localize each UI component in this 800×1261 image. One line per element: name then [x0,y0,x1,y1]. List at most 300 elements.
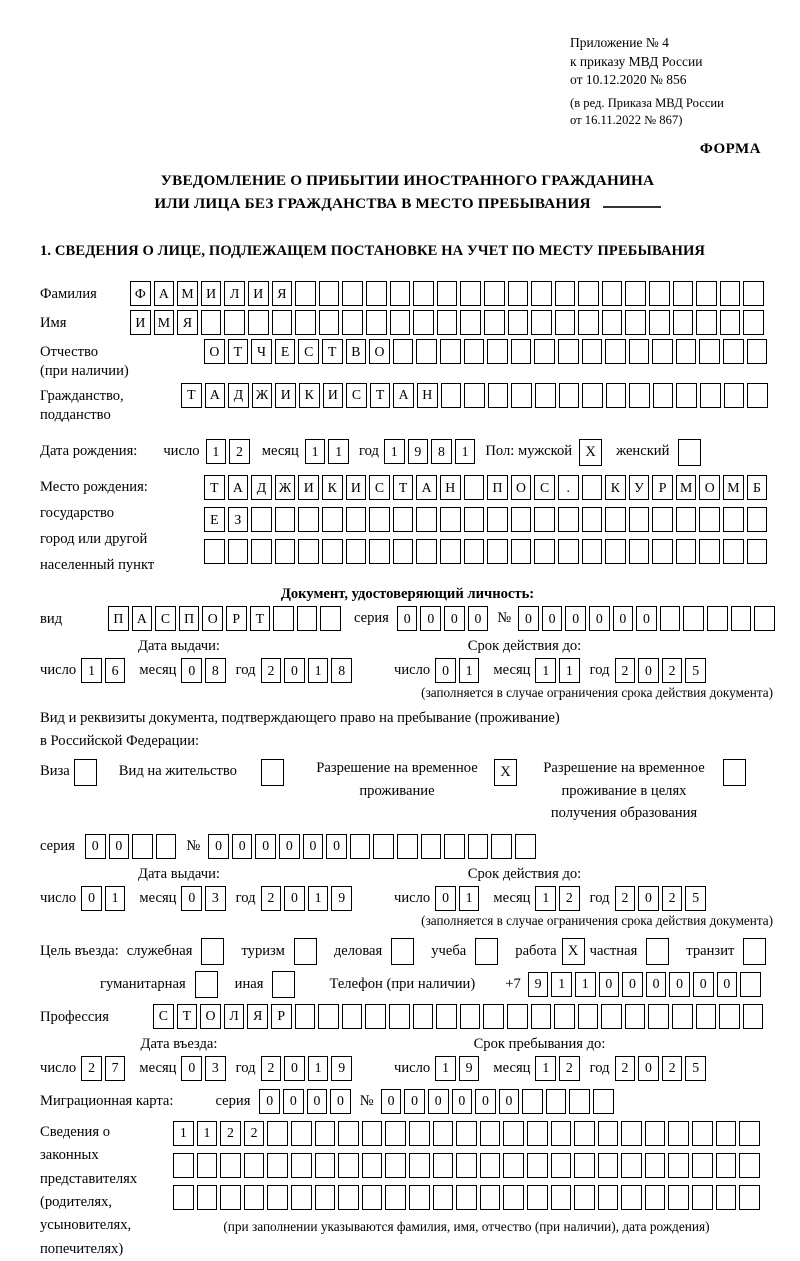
char-cell[interactable] [739,1153,760,1178]
char-cell[interactable] [747,507,768,532]
char-cell[interactable] [464,339,485,364]
char-cell[interactable]: 0 [646,972,667,997]
char-cell[interactable] [551,1185,572,1210]
char-cell[interactable]: 9 [459,1056,480,1081]
char-cell[interactable]: 0 [638,1056,659,1081]
char-cell[interactable] [484,310,505,335]
char-cell[interactable] [723,507,744,532]
purpose-official-checkbox[interactable] [201,938,224,965]
char-cell[interactable] [464,507,485,532]
char-cell[interactable]: 2 [244,1121,265,1146]
char-cell[interactable] [468,834,489,859]
char-cell[interactable] [437,281,458,306]
char-cell[interactable] [460,310,481,335]
char-cell[interactable]: 0 [435,886,456,911]
char-cell[interactable]: 0 [622,972,643,997]
char-cell[interactable] [342,281,363,306]
char-cell[interactable]: А [132,606,153,631]
char-cell[interactable]: 0 [279,834,300,859]
char-cell[interactable]: Я [272,281,293,306]
char-cell[interactable]: 0 [181,886,202,911]
char-cell[interactable] [322,539,343,564]
char-cell[interactable] [440,539,461,564]
char-cell[interactable] [487,339,508,364]
char-cell[interactable]: 8 [205,658,226,683]
char-cell[interactable] [393,507,414,532]
char-cell[interactable] [508,310,529,335]
char-cell[interactable]: Е [204,507,225,532]
char-cell[interactable]: А [416,475,437,500]
char-cell[interactable] [625,310,646,335]
char-cell[interactable]: 0 [284,1056,305,1081]
char-cell[interactable] [291,1185,312,1210]
char-cell[interactable] [318,1004,339,1029]
purpose-tourism-checkbox[interactable] [294,938,317,965]
char-cell[interactable]: 0 [518,606,539,631]
char-cell[interactable] [319,281,340,306]
char-cell[interactable] [507,1004,528,1029]
char-cell[interactable]: И [275,383,296,408]
char-cell[interactable]: 3 [205,886,226,911]
char-cell[interactable]: 1 [384,439,405,464]
char-cell[interactable]: 5 [685,1056,706,1081]
char-cell[interactable]: 2 [662,658,683,683]
char-cell[interactable] [464,475,485,500]
char-cell[interactable] [739,1185,760,1210]
char-cell[interactable]: 2 [559,1056,580,1081]
char-cell[interactable]: М [723,475,744,500]
char-cell[interactable] [648,1004,669,1029]
char-cell[interactable] [720,310,741,335]
char-cell[interactable] [574,1185,595,1210]
char-cell[interactable] [244,1185,265,1210]
char-cell[interactable]: С [298,339,319,364]
char-cell[interactable] [723,339,744,364]
char-cell[interactable]: М [154,310,175,335]
char-cell[interactable] [338,1153,359,1178]
char-cell[interactable] [385,1153,406,1178]
char-cell[interactable]: 8 [431,439,452,464]
char-cell[interactable]: П [108,606,129,631]
char-cell[interactable] [673,281,694,306]
char-cell[interactable] [298,507,319,532]
sex-female-checkbox[interactable] [678,439,701,466]
char-cell[interactable] [365,1004,386,1029]
char-cell[interactable] [248,310,269,335]
char-cell[interactable]: 1 [559,658,580,683]
char-cell[interactable] [503,1185,524,1210]
char-cell[interactable]: 0 [638,658,659,683]
char-cell[interactable]: К [322,475,343,500]
char-cell[interactable] [660,606,681,631]
char-cell[interactable] [582,475,603,500]
char-cell[interactable] [511,539,532,564]
char-cell[interactable]: 0 [636,606,657,631]
char-cell[interactable]: 0 [307,1089,328,1114]
char-cell[interactable]: А [205,383,226,408]
char-cell[interactable] [668,1121,689,1146]
char-cell[interactable]: Я [247,1004,268,1029]
char-cell[interactable] [598,1153,619,1178]
char-cell[interactable]: 0 [283,1089,304,1114]
char-cell[interactable] [320,606,341,631]
char-cell[interactable]: И [201,281,222,306]
char-cell[interactable] [668,1153,689,1178]
char-cell[interactable] [672,1004,693,1029]
char-cell[interactable] [699,507,720,532]
char-cell[interactable] [350,834,371,859]
char-cell[interactable] [554,1004,575,1029]
char-cell[interactable]: 2 [261,886,282,911]
char-cell[interactable]: М [676,475,697,500]
char-cell[interactable] [267,1185,288,1210]
char-cell[interactable] [649,310,670,335]
char-cell[interactable] [267,1153,288,1178]
char-cell[interactable] [291,1121,312,1146]
char-cell[interactable] [393,339,414,364]
char-cell[interactable]: С [346,383,367,408]
char-cell[interactable] [275,507,296,532]
char-cell[interactable] [393,539,414,564]
char-cell[interactable] [390,310,411,335]
char-cell[interactable]: 0 [638,886,659,911]
char-cell[interactable] [740,972,761,997]
char-cell[interactable] [291,1153,312,1178]
char-cell[interactable]: 1 [81,658,102,683]
char-cell[interactable] [197,1153,218,1178]
char-cell[interactable]: Т [177,1004,198,1029]
char-cell[interactable] [464,383,485,408]
char-cell[interactable]: Н [440,475,461,500]
char-cell[interactable]: А [154,281,175,306]
char-cell[interactable] [558,507,579,532]
char-cell[interactable]: 2 [615,1056,636,1081]
char-cell[interactable] [676,539,697,564]
char-cell[interactable] [369,539,390,564]
char-cell[interactable] [558,539,579,564]
char-cell[interactable] [747,539,768,564]
char-cell[interactable] [676,383,697,408]
char-cell[interactable] [696,310,717,335]
char-cell[interactable]: Ж [252,383,273,408]
char-cell[interactable] [295,1004,316,1029]
purpose-transit-checkbox[interactable] [743,938,766,965]
char-cell[interactable] [700,383,721,408]
char-cell[interactable] [456,1153,477,1178]
char-cell[interactable]: П [179,606,200,631]
char-cell[interactable] [546,1089,567,1114]
char-cell[interactable] [464,539,485,564]
char-cell[interactable] [421,834,442,859]
char-cell[interactable]: 0 [208,834,229,859]
char-cell[interactable] [598,1121,619,1146]
char-cell[interactable] [569,1089,590,1114]
char-cell[interactable] [132,834,153,859]
char-cell[interactable]: О [204,339,225,364]
char-cell[interactable]: К [299,383,320,408]
char-cell[interactable] [413,1004,434,1029]
char-cell[interactable] [437,310,458,335]
char-cell[interactable] [555,310,576,335]
char-cell[interactable] [683,606,704,631]
char-cell[interactable]: С [153,1004,174,1029]
char-cell[interactable] [534,339,555,364]
char-cell[interactable] [156,834,177,859]
char-cell[interactable] [582,539,603,564]
char-cell[interactable] [385,1121,406,1146]
char-cell[interactable]: 7 [105,1056,126,1081]
char-cell[interactable] [676,339,697,364]
char-cell[interactable] [511,507,532,532]
char-cell[interactable]: 0 [303,834,324,859]
purpose-other-checkbox[interactable] [272,971,295,998]
char-cell[interactable]: Т [393,475,414,500]
char-cell[interactable]: Р [652,475,673,500]
char-cell[interactable] [621,1121,642,1146]
char-cell[interactable] [605,507,626,532]
char-cell[interactable]: 0 [542,606,563,631]
char-cell[interactable] [551,1121,572,1146]
char-cell[interactable] [436,1004,457,1029]
char-cell[interactable]: 5 [685,658,706,683]
char-cell[interactable] [625,281,646,306]
char-cell[interactable]: 0 [589,606,610,631]
char-cell[interactable] [272,310,293,335]
char-cell[interactable] [605,539,626,564]
char-cell[interactable]: 2 [662,1056,683,1081]
char-cell[interactable] [606,383,627,408]
char-cell[interactable]: К [605,475,626,500]
char-cell[interactable] [598,1185,619,1210]
char-cell[interactable] [515,834,536,859]
char-cell[interactable] [582,383,603,408]
char-cell[interactable] [315,1185,336,1210]
char-cell[interactable] [433,1121,454,1146]
char-cell[interactable] [720,281,741,306]
char-cell[interactable] [625,1004,646,1029]
char-cell[interactable]: 0 [475,1089,496,1114]
purpose-private-checkbox[interactable] [646,938,669,965]
char-cell[interactable]: 1 [197,1121,218,1146]
char-cell[interactable] [487,539,508,564]
char-cell[interactable] [346,507,367,532]
char-cell[interactable]: Р [226,606,247,631]
char-cell[interactable]: 9 [408,439,429,464]
char-cell[interactable] [389,1004,410,1029]
char-cell[interactable]: 2 [229,439,250,464]
char-cell[interactable] [676,507,697,532]
char-cell[interactable]: И [130,310,151,335]
char-cell[interactable]: 0 [284,886,305,911]
char-cell[interactable]: 1 [535,1056,556,1081]
char-cell[interactable]: 8 [331,658,352,683]
char-cell[interactable]: 0 [452,1089,473,1114]
char-cell[interactable] [699,339,720,364]
char-cell[interactable] [480,1185,501,1210]
char-cell[interactable]: 2 [615,658,636,683]
char-cell[interactable] [531,310,552,335]
char-cell[interactable]: 0 [255,834,276,859]
char-cell[interactable] [503,1121,524,1146]
char-cell[interactable] [645,1121,666,1146]
char-cell[interactable]: У [629,475,650,500]
char-cell[interactable] [593,1089,614,1114]
char-cell[interactable] [385,1185,406,1210]
char-cell[interactable]: Т [181,383,202,408]
char-cell[interactable] [433,1185,454,1210]
char-cell[interactable] [220,1185,241,1210]
char-cell[interactable] [220,1153,241,1178]
char-cell[interactable]: 1 [328,439,349,464]
char-cell[interactable]: О [699,475,720,500]
char-cell[interactable]: Т [370,383,391,408]
char-cell[interactable] [652,339,673,364]
char-cell[interactable] [558,339,579,364]
char-cell[interactable] [602,281,623,306]
char-cell[interactable] [578,310,599,335]
char-cell[interactable]: 0 [284,658,305,683]
char-cell[interactable]: 0 [85,834,106,859]
char-cell[interactable]: 1 [455,439,476,464]
char-cell[interactable]: Р [271,1004,292,1029]
char-cell[interactable]: 0 [468,606,489,631]
char-cell[interactable]: 2 [261,1056,282,1081]
char-cell[interactable] [605,339,626,364]
char-cell[interactable] [555,281,576,306]
char-cell[interactable]: 1 [308,886,329,911]
char-cell[interactable]: Д [251,475,272,500]
char-cell[interactable] [754,606,775,631]
char-cell[interactable] [295,281,316,306]
char-cell[interactable] [602,310,623,335]
char-cell[interactable] [197,1185,218,1210]
char-cell[interactable]: 9 [528,972,549,997]
char-cell[interactable] [362,1185,383,1210]
char-cell[interactable] [322,507,343,532]
char-cell[interactable] [668,1185,689,1210]
char-cell[interactable] [578,1004,599,1029]
char-cell[interactable]: 0 [109,834,130,859]
char-cell[interactable] [621,1185,642,1210]
char-cell[interactable] [413,281,434,306]
char-cell[interactable] [673,310,694,335]
char-cell[interactable]: Ж [275,475,296,500]
char-cell[interactable] [716,1185,737,1210]
char-cell[interactable] [508,281,529,306]
char-cell[interactable]: 2 [81,1056,102,1081]
char-cell[interactable] [409,1121,430,1146]
char-cell[interactable] [416,339,437,364]
char-cell[interactable] [416,539,437,564]
char-cell[interactable]: . [558,475,579,500]
char-cell[interactable] [460,281,481,306]
char-cell[interactable]: И [346,475,367,500]
char-cell[interactable]: О [200,1004,221,1029]
char-cell[interactable] [297,606,318,631]
char-cell[interactable] [574,1153,595,1178]
char-cell[interactable] [503,1153,524,1178]
char-cell[interactable] [456,1185,477,1210]
char-cell[interactable] [483,1004,504,1029]
char-cell[interactable] [362,1121,383,1146]
char-cell[interactable]: 1 [305,439,326,464]
char-cell[interactable] [204,539,225,564]
char-cell[interactable]: 0 [232,834,253,859]
char-cell[interactable] [267,1121,288,1146]
temp-residence-checkbox[interactable]: X [494,759,517,786]
char-cell[interactable]: 0 [397,606,418,631]
char-cell[interactable]: 1 [459,886,480,911]
char-cell[interactable]: Е [275,339,296,364]
char-cell[interactable] [441,383,462,408]
char-cell[interactable] [629,507,650,532]
char-cell[interactable]: 0 [326,834,347,859]
char-cell[interactable] [298,539,319,564]
char-cell[interactable] [527,1121,548,1146]
char-cell[interactable]: 0 [613,606,634,631]
char-cell[interactable] [649,281,670,306]
char-cell[interactable] [456,1121,477,1146]
char-cell[interactable]: 2 [559,886,580,911]
char-cell[interactable] [534,507,555,532]
char-cell[interactable] [696,281,717,306]
char-cell[interactable] [373,834,394,859]
char-cell[interactable]: 1 [575,972,596,997]
char-cell[interactable]: И [323,383,344,408]
char-cell[interactable] [346,539,367,564]
char-cell[interactable] [433,1153,454,1178]
char-cell[interactable] [652,539,673,564]
char-cell[interactable] [692,1153,713,1178]
purpose-business-checkbox[interactable] [391,938,414,965]
char-cell[interactable] [653,383,674,408]
char-cell[interactable]: Ч [251,339,272,364]
char-cell[interactable]: С [369,475,390,500]
char-cell[interactable] [652,507,673,532]
char-cell[interactable]: 0 [499,1089,520,1114]
char-cell[interactable] [747,383,768,408]
char-cell[interactable] [488,383,509,408]
char-cell[interactable]: П [487,475,508,500]
char-cell[interactable] [487,507,508,532]
char-cell[interactable] [273,606,294,631]
char-cell[interactable] [621,1153,642,1178]
char-cell[interactable]: А [393,383,414,408]
char-cell[interactable] [716,1153,737,1178]
char-cell[interactable]: 9 [331,1056,352,1081]
char-cell[interactable]: 1 [206,439,227,464]
purpose-study-checkbox[interactable] [475,938,498,965]
char-cell[interactable] [342,1004,363,1029]
char-cell[interactable]: 1 [459,658,480,683]
char-cell[interactable]: 0 [181,658,202,683]
char-cell[interactable] [527,1153,548,1178]
char-cell[interactable] [251,539,272,564]
char-cell[interactable]: Т [322,339,343,364]
char-cell[interactable] [444,834,465,859]
char-cell[interactable]: С [155,606,176,631]
char-cell[interactable] [251,507,272,532]
char-cell[interactable] [645,1185,666,1210]
char-cell[interactable]: 1 [535,658,556,683]
char-cell[interactable] [440,339,461,364]
char-cell[interactable] [397,834,418,859]
char-cell[interactable] [511,383,532,408]
char-cell[interactable] [362,1153,383,1178]
char-cell[interactable]: Т [250,606,271,631]
char-cell[interactable]: Т [204,475,225,500]
char-cell[interactable] [731,606,752,631]
